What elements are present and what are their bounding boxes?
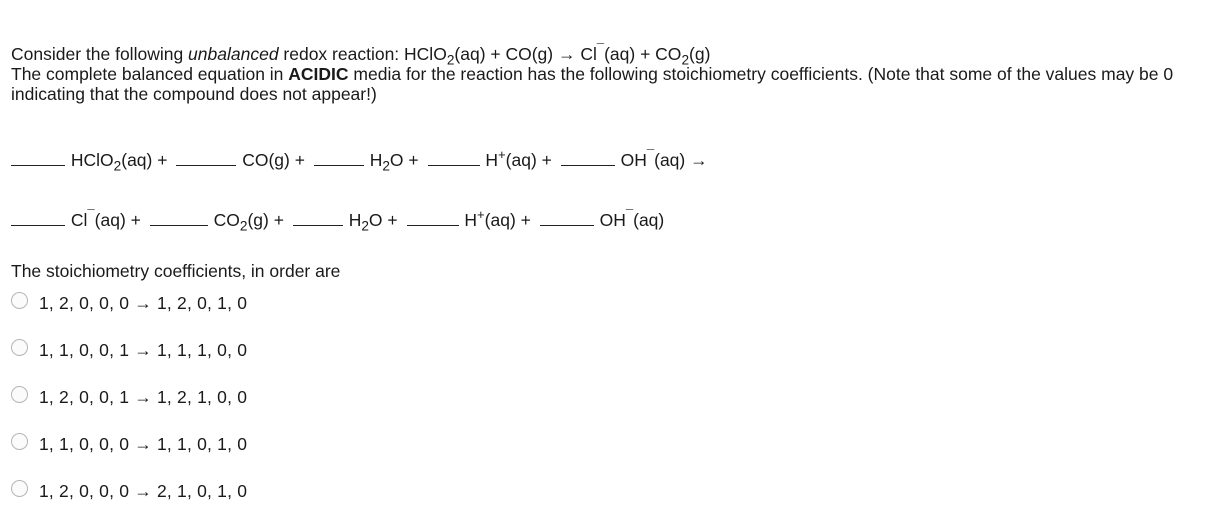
question-intro [11,40,1211,104]
species-h2o: $H_2O$ + [348,210,398,234]
radio-button[interactable] [11,480,28,497]
species-oh-minus: OH¯(aq) → [620,146,708,170]
equation-products-row [11,208,664,232]
radio-button[interactable] [11,292,28,309]
answer-option-label: 1, 2, 0, 0, 0 → 1, 2, 0, 1, 0 [39,292,248,313]
answer-option-2[interactable] [11,338,247,362]
species-oh-minus: OH¯(aq) [599,206,665,230]
question-prompt: The stoichiometry coefficients, in order are [11,261,341,281]
answer-option-5[interactable] [11,479,247,503]
species-cl-minus: Cl¯(aq) + [70,206,141,230]
answer-option-4[interactable] [11,432,247,456]
coefficient-blank [314,148,364,166]
coefficient-blank [428,148,480,166]
coefficient-blank [11,208,65,226]
instruction-text [11,64,1211,104]
coefficient-blank [176,148,236,166]
radio-button[interactable] [11,339,28,356]
answer-option-label: 1, 1, 0, 0, 0 → 1, 1, 0, 1, 0 [39,433,248,454]
answer-option-1[interactable] [11,291,247,315]
instruction-part: media for the reaction has the following stoichiometry coefficients. (Note that some of the values may be 0 indicating that the compound does not appear!) [11,64,1174,104]
intro-text: Consider the following [11,44,189,64]
coefficient-blank [150,208,208,226]
answer-option-label: 1, 2, 0, 0, 1 → 1, 2, 1, 0, 0 [39,386,248,407]
intro-text: (aq) + CO(g) → Cl [454,44,597,64]
intro-text: redox reaction: HClO [278,44,447,64]
species-h2o: $H_2O$ + [369,150,419,174]
question-page [11,40,1211,501]
intro-text: (g) [689,44,711,64]
intro-text: (aq) + CO [604,44,682,64]
answer-option-3[interactable] [11,385,247,409]
coefficient-blank [407,208,459,226]
coefficient-blank [561,148,615,166]
coefficient-blank [293,208,343,226]
subscript: 2 [681,52,690,68]
coefficient-blank [11,148,65,166]
subscript: 2 [446,52,455,68]
radio-button[interactable] [11,386,28,403]
unbalanced-emphasis: unbalanced [188,44,279,64]
species-co: CO(g) + [242,150,305,170]
coefficient-blank [540,208,594,226]
acidic-emphasis: ACIDIC [288,64,349,84]
equation-reactants-row [11,148,708,172]
answer-option-label: 1, 2, 0, 0, 0 → 2, 1, 0, 1, 0 [39,480,248,501]
species-co2: $CO_2(g)$ + [213,210,284,234]
instruction-part: The complete balanced equation in [11,64,289,84]
superscript: ¯ [596,40,605,56]
answer-option-label: 1, 1, 0, 0, 1 → 1, 1, 1, 0, 0 [39,339,248,360]
radio-button[interactable] [11,433,28,450]
species-h-plus: H+(aq) + [485,146,552,170]
reaction-statement [11,40,1211,68]
species-hclo2: HClO$_2$(aq) + [70,150,168,174]
species-h-plus: H+(aq) + [464,206,531,230]
